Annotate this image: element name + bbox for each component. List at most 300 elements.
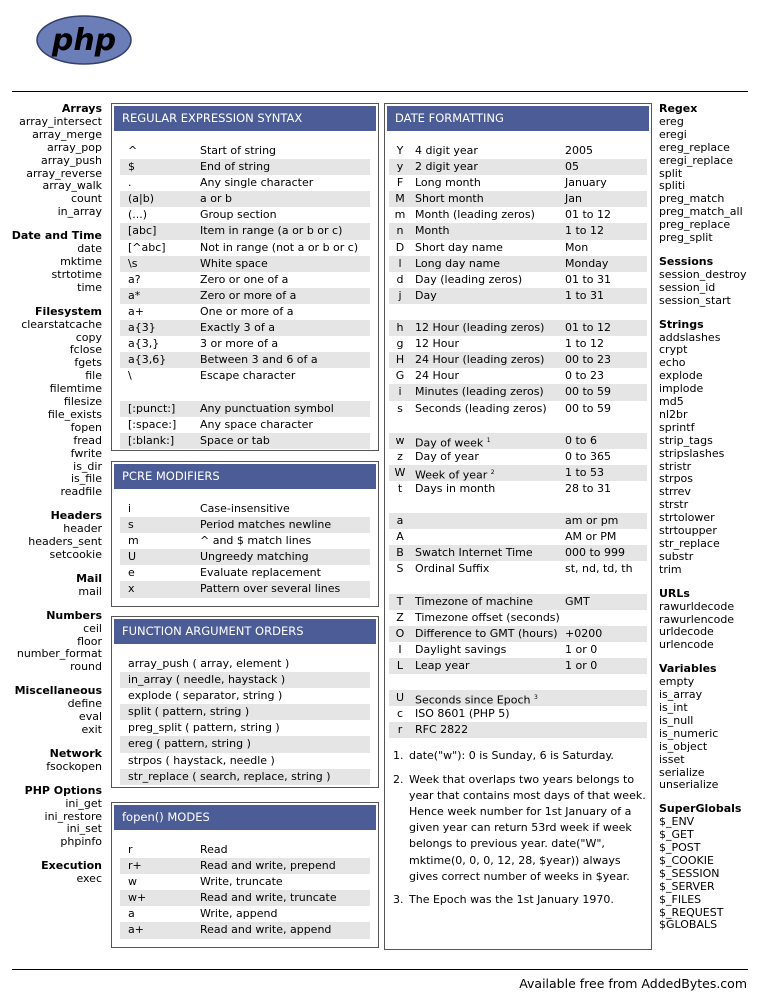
date-example: 1 or 0	[565, 642, 598, 656]
regex-token: a*	[128, 288, 141, 302]
date-description-text: Seconds (leading zeros)	[415, 401, 547, 415]
date-description-text: Day	[415, 288, 437, 302]
date-description	[411, 352, 565, 368]
date-description-text: Days in month	[415, 481, 496, 495]
date-description	[411, 207, 565, 223]
date-formatting-panel	[384, 103, 652, 950]
date-description	[411, 320, 565, 336]
left-group-heading: PHP Options	[24, 783, 102, 797]
date-row	[389, 449, 647, 465]
date-example: January	[565, 176, 607, 190]
regex-meaning: Any space character	[200, 417, 313, 431]
date-example: 1 to 12	[565, 224, 605, 238]
fopen-row	[120, 890, 370, 906]
date-format-char: Y	[396, 144, 404, 157]
date-description	[411, 191, 565, 207]
date-footnote-ref: 1	[486, 436, 491, 444]
date-row	[389, 642, 647, 658]
date-format-char: I	[398, 642, 402, 656]
date-format-char: h	[396, 321, 404, 335]
fopen-meaning: Read and write, prepend	[200, 859, 336, 873]
date-format-char: D	[395, 240, 405, 254]
right-function-item: $_GET	[659, 828, 694, 842]
date-footnote-text: date("w"): 0 is Sunday, 6 is Saturday.	[409, 749, 614, 763]
right-group-heading: Strings	[659, 317, 704, 331]
left-function-item: round	[70, 660, 102, 674]
date-example	[565, 722, 647, 738]
date-description-text: Ordinal Suffix	[415, 562, 490, 576]
right-group	[659, 319, 763, 577]
regex-row	[120, 191, 370, 207]
regex-meaning: Not in range (not a or b or c)	[200, 240, 359, 254]
fopen-row	[120, 874, 370, 890]
left-group-heading: Arrays	[61, 102, 102, 115]
date-description-text: Month	[415, 224, 450, 238]
regex-row	[120, 207, 370, 223]
date-description	[411, 288, 565, 304]
right-group	[659, 663, 763, 792]
funcs-row	[120, 656, 370, 672]
fopen-row	[120, 842, 370, 858]
date-description	[411, 658, 565, 674]
funcs-signature: strpos ( haystack, needle )	[128, 753, 275, 767]
date-format-char: i	[398, 385, 402, 399]
pcre-row	[120, 581, 370, 597]
right-group-heading: SuperGlobals	[659, 802, 742, 816]
left-group	[0, 748, 102, 774]
regex-row	[120, 288, 370, 304]
right-function-item: explode	[659, 369, 703, 383]
pcre-meaning: Pattern over several lines	[200, 582, 341, 596]
left-function-item: clearstatcache	[21, 317, 102, 331]
date-row	[389, 545, 647, 561]
date-example	[565, 610, 647, 626]
date-row	[389, 384, 647, 400]
left-group	[0, 306, 102, 500]
funcs-signature: preg_split ( pattern, string )	[128, 721, 280, 735]
pcre-row	[120, 501, 370, 517]
date-description	[411, 401, 565, 417]
date-row	[389, 674, 647, 690]
date-description	[411, 175, 565, 191]
funcs-row	[120, 769, 370, 785]
right-function-item: preg_split	[659, 231, 713, 245]
regex-row	[120, 336, 370, 352]
right-function-item: trim	[659, 562, 682, 576]
right-function-item: split	[659, 166, 683, 180]
date-format-char: w	[395, 433, 405, 447]
right-function-item: serialize	[659, 765, 705, 779]
fopen-row	[120, 922, 370, 938]
date-format-char: z	[397, 449, 403, 463]
left-function-item: time	[77, 280, 102, 294]
date-description-text: Minutes (leading zeros)	[415, 385, 544, 399]
right-function-item: $_POST	[659, 841, 701, 855]
date-row	[389, 658, 647, 674]
left-function-item: is_dir	[73, 459, 102, 473]
right-group	[659, 803, 763, 932]
right-function-item: empty	[659, 675, 695, 689]
date-description	[411, 159, 565, 175]
right-function-item: preg_replace	[659, 218, 731, 232]
right-function-item: implode	[659, 382, 704, 396]
date-row	[389, 513, 647, 529]
date-description-text: Month (leading zeros)	[415, 208, 535, 222]
date-example: 1 to 12	[565, 337, 605, 351]
date-description-text: Day of week	[415, 436, 484, 450]
date-row	[389, 288, 647, 304]
regex-token: (...)	[128, 208, 148, 222]
date-description	[411, 433, 565, 449]
date-description-text: Day of year	[415, 449, 479, 463]
regex-meaning: Any single character	[200, 176, 314, 190]
right-function-item: session_id	[659, 280, 716, 294]
funcs-row	[120, 672, 370, 688]
left-function-item: strtotime	[51, 267, 102, 281]
left-function-item: array_push	[41, 153, 102, 167]
date-description-text: 12 Hour	[415, 337, 459, 351]
regex-syntax-panel	[111, 103, 379, 451]
fopen-token: w	[128, 875, 137, 889]
left-function-item: header	[63, 522, 102, 536]
date-description	[411, 561, 565, 577]
date-row	[389, 336, 647, 352]
date-row	[389, 465, 647, 481]
left-function-item: array_intersect	[19, 114, 102, 128]
right-group-heading: Variables	[659, 662, 717, 676]
funcs-row	[120, 688, 370, 704]
left-function-item: file_exists	[47, 407, 102, 421]
regex-meaning: Escape character	[200, 369, 296, 383]
date-description-text: Difference to GMT (hours)	[415, 626, 558, 640]
date-row	[389, 175, 647, 191]
regex-token: [:punct:]	[128, 401, 176, 415]
date-footnote-number: 1.	[393, 749, 404, 763]
right-function-item: strstr	[659, 498, 689, 512]
date-example: Mon	[565, 240, 589, 254]
right-function-item: urlencode	[659, 638, 714, 652]
right-function-item: session_start	[659, 293, 731, 307]
left-function-item: mktime	[60, 254, 102, 268]
left-function-item: array_walk	[42, 179, 102, 193]
right-function-item: is_array	[659, 688, 703, 702]
fopen-meaning: Read and write, truncate	[200, 891, 337, 905]
date-description-text: Long month	[415, 176, 481, 190]
right-function-item: $_REQUEST	[659, 905, 724, 919]
fopen-token: a+	[128, 923, 144, 937]
funcs-signature: ereg ( pattern, string )	[128, 737, 251, 751]
date-description	[411, 529, 565, 545]
date-description	[411, 240, 565, 256]
regex-meaning: Item in range (a or b or c)	[200, 224, 343, 238]
date-row	[389, 256, 647, 272]
left-group	[0, 685, 102, 737]
left-function-item: fgets	[74, 356, 102, 370]
regex-meaning: Exactly 3 of a	[200, 321, 275, 335]
right-function-item: rawurldecode	[659, 599, 735, 613]
date-description	[411, 143, 565, 159]
right-function-item: session_destroy	[659, 267, 747, 281]
date-format-char: W	[394, 465, 406, 479]
date-format-char: T	[396, 594, 404, 608]
date-row	[389, 497, 647, 513]
date-example: 0 to 365	[565, 449, 612, 463]
bottom-rule	[12, 969, 748, 970]
date-format-char: F	[396, 176, 404, 190]
date-description-text: 12 Hour (leading zeros)	[415, 321, 545, 335]
date-row	[389, 401, 647, 417]
right-function-item: crypt	[659, 343, 688, 357]
date-format-char: M	[395, 192, 405, 206]
regex-token: a{3,6}	[128, 353, 167, 367]
pcre-row	[120, 517, 370, 533]
date-description	[411, 465, 565, 481]
date-example: 05	[565, 160, 579, 174]
date-description	[411, 690, 565, 706]
regex-meaning: a or b	[200, 192, 232, 206]
date-row	[389, 417, 647, 433]
pcre-meaning: Case-insensitive	[200, 502, 290, 515]
date-example: 1 or 0	[565, 659, 598, 672]
left-group-heading: Miscellaneous	[14, 684, 102, 698]
regex-token: \	[128, 369, 132, 383]
date-example	[565, 690, 647, 706]
date-description-text: Timezone of machine	[415, 594, 534, 608]
date-example: AM or PM	[565, 530, 617, 544]
pcre-title: PCRE MODIFIERS	[112, 462, 378, 491]
left-function-item: array_reverse	[26, 166, 102, 180]
date-format-char: G	[395, 369, 405, 383]
funcs-row	[120, 736, 370, 752]
date-example: am or pm	[565, 514, 619, 528]
regex-token: [abc]	[128, 224, 157, 238]
fopen-meaning: Write, truncate	[200, 875, 283, 889]
funcs-row	[120, 704, 370, 720]
right-function-item: $GLOBALS	[659, 918, 718, 932]
regex-meaning: Space or tab	[200, 433, 270, 447]
right-function-item: nl2br	[659, 407, 688, 421]
date-example: 000 to 999	[565, 546, 626, 560]
date-description	[411, 706, 565, 722]
fopen-modes-panel	[111, 802, 379, 948]
date-row	[389, 690, 647, 706]
funcs-signature: explode ( separator, string )	[128, 689, 283, 703]
date-format-char: B	[396, 546, 404, 560]
regex-row	[120, 368, 370, 384]
date-row	[389, 722, 647, 738]
right-group-heading: Regex	[659, 102, 698, 115]
left-function-item: setcookie	[49, 548, 102, 561]
regex-row	[120, 240, 370, 256]
date-description	[411, 384, 565, 400]
left-group-heading: Filesystem	[35, 304, 102, 318]
pcre-token: e	[128, 566, 135, 580]
date-description	[411, 449, 565, 465]
left-function-item: fopen	[70, 420, 102, 434]
regex-row	[120, 175, 370, 191]
date-format-char: n	[396, 224, 404, 238]
regex-row	[120, 256, 370, 272]
regex-meaning: Start of string	[200, 144, 277, 157]
pcre-token: s	[128, 518, 134, 532]
left-function-item: ini_restore	[44, 809, 102, 823]
date-format-char: a	[396, 514, 404, 528]
regex-token: a{3,}	[128, 337, 160, 351]
right-function-item: addslashes	[659, 330, 721, 344]
date-row	[389, 481, 647, 497]
left-function-item: mail	[78, 584, 102, 598]
regex-row	[120, 401, 370, 417]
date-description-text: Timezone offset (seconds)	[415, 610, 560, 624]
regex-row	[120, 143, 370, 159]
right-function-item: rawurlencode	[659, 612, 735, 626]
right-function-item: is_numeric	[659, 726, 719, 740]
left-function-item: in_array	[57, 205, 102, 219]
right-function-item: eregi	[659, 127, 687, 141]
left-function-item: array_pop	[46, 140, 102, 154]
left-group-heading: Network	[49, 746, 102, 760]
date-example: 00 to 59	[565, 401, 612, 415]
date-row	[389, 626, 647, 642]
date-description-text: Long day name	[415, 256, 501, 270]
date-example: 1 to 53	[565, 465, 605, 479]
date-example	[565, 706, 647, 722]
date-description	[411, 368, 565, 384]
date-format-char: Z	[396, 610, 404, 624]
pcre-token: i	[128, 502, 132, 515]
php-logo	[36, 15, 132, 65]
date-example: 0 to 6	[565, 433, 598, 447]
date-format-char: L	[396, 659, 404, 672]
left-function-item: ini_set	[66, 822, 102, 836]
date-description-text: Short month	[415, 192, 484, 206]
left-function-item: number_format	[16, 647, 102, 661]
fopen-meaning: Read	[200, 843, 228, 856]
date-description-text: 24 Hour (leading zeros)	[415, 353, 545, 367]
left-function-item: fwrite	[70, 446, 102, 460]
date-format-char: H	[395, 353, 405, 367]
fopen-token: r+	[128, 859, 142, 873]
regex-meaning: Group section	[200, 208, 277, 222]
date-description	[411, 336, 565, 352]
left-function-item: exit	[81, 722, 102, 736]
regex-token: [^abc]	[128, 240, 166, 254]
right-function-item: $_COOKIE	[659, 853, 714, 867]
date-example: 00 to 59	[565, 385, 612, 399]
date-footnote-text: The Epoch was the 1st January 1970.	[409, 893, 614, 907]
right-function-item: $_SERVER	[659, 879, 715, 893]
fopen-token: r	[128, 843, 133, 856]
regex-token: a{3}	[128, 321, 156, 335]
date-format-char: U	[395, 691, 405, 705]
right-function-item: is_int	[659, 700, 688, 714]
regex-row	[120, 272, 370, 288]
date-row	[389, 433, 647, 449]
date-description	[411, 256, 565, 272]
date-format-char: t	[397, 481, 403, 495]
right-function-item: is_null	[659, 713, 694, 727]
date-row	[389, 368, 647, 384]
date-format-char: s	[397, 401, 403, 415]
left-function-item: ini_get	[65, 796, 102, 810]
regex-meaning: End of string	[200, 160, 271, 174]
funcs-signature: split ( pattern, string )	[128, 705, 250, 719]
date-format-char: l	[398, 256, 402, 270]
right-function-item: urldecode	[659, 625, 714, 639]
left-function-item: readfile	[60, 485, 102, 499]
regex-row	[120, 223, 370, 239]
date-description-text: Daylight savings	[415, 642, 507, 656]
left-group	[0, 103, 102, 219]
date-format-char: c	[396, 707, 404, 721]
right-function-item: str_replace	[659, 537, 720, 550]
date-description-text: Seconds since Epoch	[415, 693, 531, 707]
regex-row	[120, 384, 370, 400]
left-function-item: filemtime	[49, 382, 102, 396]
date-description	[411, 722, 565, 738]
date-description	[411, 642, 565, 658]
top-rule	[12, 91, 748, 92]
right-function-item: ereg_replace	[659, 140, 730, 154]
left-group-heading: Mail	[76, 571, 102, 585]
funcs-signature: in_array ( needle, haystack )	[128, 673, 286, 687]
date-example: st, nd, td, th	[565, 562, 633, 576]
right-function-item: md5	[659, 395, 684, 409]
left-function-item: file	[85, 369, 102, 383]
regex-row	[120, 417, 370, 433]
right-group	[659, 588, 763, 653]
left-function-item: fread	[73, 433, 102, 447]
date-description	[411, 545, 565, 561]
regex-meaning: Zero or one of a	[200, 272, 289, 286]
date-description	[411, 481, 565, 497]
date-description	[411, 626, 565, 642]
left-group	[0, 230, 102, 295]
regex-meaning: One or more of a	[200, 304, 294, 318]
date-row	[389, 706, 647, 722]
date-format-char: A	[396, 530, 404, 544]
date-description-text: Day (leading zeros)	[415, 272, 523, 286]
left-function-index	[0, 103, 102, 897]
left-function-item: define	[67, 697, 102, 711]
right-function-item: spliti	[659, 179, 686, 193]
date-row	[389, 240, 647, 256]
pcre-token: x	[128, 582, 135, 596]
left-group	[0, 573, 102, 599]
date-example: Monday	[565, 256, 609, 270]
regex-meaning: Between 3 and 6 of a	[200, 353, 318, 367]
date-footnote-number: 2.	[393, 772, 404, 786]
right-group	[659, 103, 763, 245]
pcre-meaning: Ungreedy matching	[200, 550, 309, 564]
left-function-item: phpinfo	[60, 835, 102, 849]
date-example: 01 to 12	[565, 208, 612, 222]
date-format-char: d	[396, 272, 404, 286]
date-example: 00 to 23	[565, 353, 612, 367]
regex-token: a?	[128, 272, 141, 286]
date-example: 1 to 31	[565, 288, 605, 302]
date-footnote-ref: 2	[490, 468, 495, 476]
date-row	[389, 223, 647, 239]
date-format-char: O	[395, 626, 405, 640]
date-row	[389, 352, 647, 368]
fopen-meaning: Write, append	[200, 907, 278, 921]
date-description-text: Swatch Internet Time	[415, 546, 533, 560]
left-function-item: date	[77, 242, 102, 256]
function-argument-orders-panel	[111, 616, 379, 788]
date-footnote-text: Week that overlaps two years belongs to year that contains most days of that week. Hence week number for 1st January of a given year can return 53rd week if week belongs to previous year. date("W", mktime(0, 0, 0, 12, 28, $year)) always gives correct number of weeks in $year.	[409, 772, 646, 883]
date-row	[389, 320, 647, 336]
